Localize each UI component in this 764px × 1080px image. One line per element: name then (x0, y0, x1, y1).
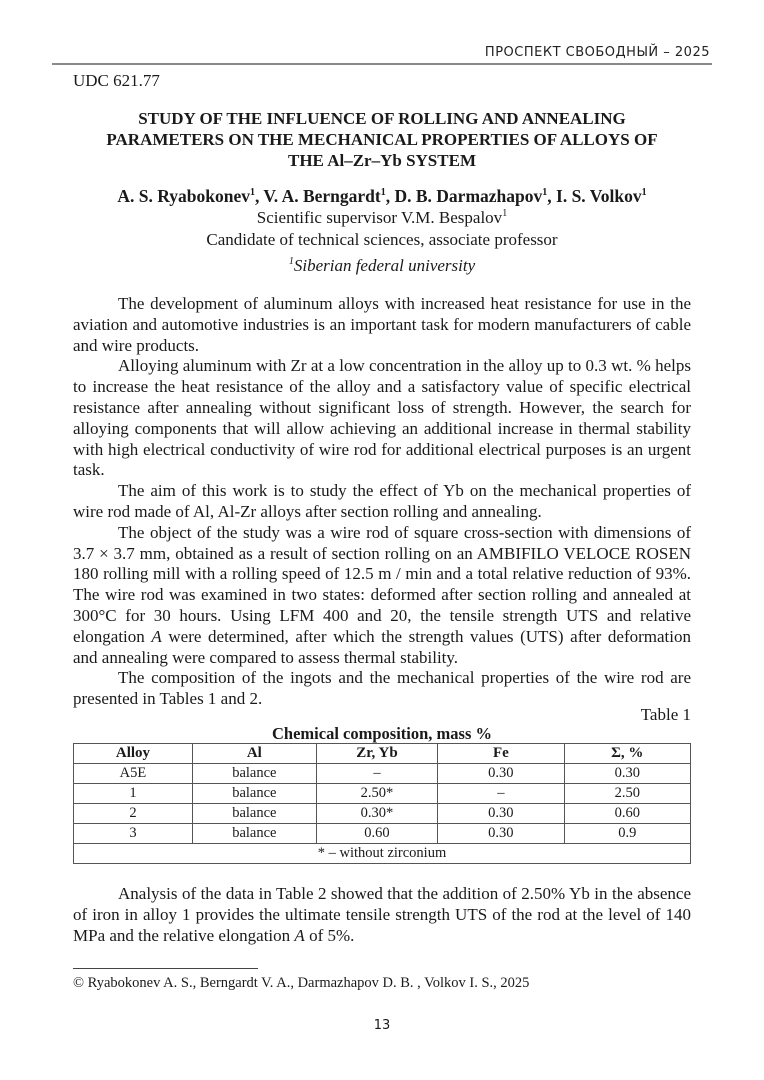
author-name: V. A. Berngardt (263, 186, 381, 206)
affiliation (73, 256, 691, 276)
affiliation-mark: 1 (249, 187, 255, 198)
table-header-row (74, 744, 691, 764)
table-cell: 0.60 (316, 824, 437, 844)
article-title (73, 108, 691, 171)
column-header: Fe (438, 744, 564, 764)
paragraph: The development of aluminum alloys with increased heat resistance for use in the aviation and automotive industries is an important task for modern manufacturers of cable and wire products. (73, 294, 691, 355)
composition-table (73, 743, 691, 864)
paragraph: The aim of this work is to study the effect of Yb on the mechanical properties of wire rod made of Al, Al-Zr alloys after section rolling and annealing. (73, 481, 691, 521)
table-cell: – (316, 764, 437, 784)
table-cell: 0.30 (438, 764, 564, 784)
affiliation-mark: 1 (542, 187, 548, 198)
column-header: Zr, Yb (316, 744, 437, 764)
table-cell: 0.30 (438, 824, 564, 844)
supervisor-name: Scientific supervisor V.M. Bespalov (256, 208, 503, 227)
column-header: Al (192, 744, 316, 764)
table-label: Table 1 (640, 705, 691, 724)
table-cell: 2 (74, 804, 193, 824)
paragraph (73, 884, 691, 946)
column-header: Σ, % (564, 744, 690, 764)
column-header: Alloy (74, 744, 193, 764)
paragraph: Alloying aluminum with Zr at a low concentration in the alloy up to 0.3 wt. % helps to increase the heat resistance of the alloy and a satisfactory value of specific electrical resistance after annealing without significant loss of strength. However, the search for alloying components that will allow achieving an additional increase in thermal stability with high electrical conductivity of wire rod for additional electrical purposes is an urgent task. (73, 356, 691, 480)
analysis-text (73, 884, 691, 946)
title-line: STUDY OF THE INFLUENCE OF ROLLING AND ANNEALING (138, 109, 626, 128)
table-cell: 0.60 (564, 804, 690, 824)
udc-code: UDC 621.77 (73, 71, 160, 90)
paragraph-text: were determined, after which the strength values (UTS) after deformation and annealing were compared to assess thermal stability. (73, 626, 691, 667)
table-cell: 0.30 (438, 804, 564, 824)
paragraph (73, 523, 691, 669)
page-number: 13 (373, 1018, 391, 1033)
title-line: PARAMETERS ON THE MECHANICAL PROPERTIES OF ALLOYS OF (106, 130, 658, 149)
running-title: ПРОСПЕКТ СВОБОДНЫЙ – 2025 (484, 45, 710, 60)
paragraph-text: Analysis of the data in Table 2 showed that the addition of 2.50% Yb in the absence of iron in alloy 1 provides the ultimate tensile strength UTS of the rod at the level of 140 MPa and the relative elongation (73, 884, 691, 945)
author-name: A. S. Ryabokonev (117, 186, 250, 206)
table-cell: – (438, 784, 564, 804)
table-footnote-row (74, 844, 691, 864)
header-rule (52, 63, 712, 65)
affiliation-mark: 1 (288, 256, 294, 267)
table-footnote: * – without zirconium (74, 844, 691, 864)
table-cell: A5E (74, 764, 193, 784)
title-line: THE Al–Zr–Yb SYSTEM (288, 151, 476, 170)
variable-a: A (294, 925, 305, 945)
table-cell: 1 (74, 784, 193, 804)
author-list: A. S. Ryabokonev$^1$, V. A. Berngardt$^1$, D. B. Darmazhapov$^1$, I. S. Volkov$^1$ (117, 186, 647, 206)
scientific-supervisor (73, 208, 691, 228)
table-cell: balance (192, 784, 316, 804)
author-name: D. B. Darmazhapov (394, 186, 543, 206)
footnote-rule (73, 968, 258, 969)
table-row (74, 824, 691, 844)
paragraph-text: The object of the study was a wire rod of square cross-section with dimensions of 3.7 × 3.7 mm, obtained as a result of section rolling on an AMBIFILO VELOCE ROSEN 180 rolling mill with a rolling speed of 12.5 m / min and a total relative reduction of 93%. The wire rod was examined in two states: deformed after section rolling and annealed at 300°C for 30 hours. Using LFM 400 and 20, the tensile strength UTS and relative elongation (73, 522, 691, 646)
affiliation-name: Siberian federal university (293, 256, 476, 275)
body-text (73, 294, 691, 710)
paragraph: The composition of the ingots and the mechanical properties of the wire rod are presented in Tables 1 and 2. (73, 668, 691, 709)
supervisor-degree: Candidate of technical sciences, associate professor (206, 230, 558, 249)
table-cell: 3 (74, 824, 193, 844)
table-row (74, 764, 691, 784)
table-row (74, 804, 691, 824)
variable-a: A (151, 626, 162, 646)
affiliation-mark: 1 (641, 187, 647, 198)
table-cell: 0.9 (564, 824, 690, 844)
table-cell: balance (192, 824, 316, 844)
copyright-notice: © Ryabokonev A. S., Berngardt V. A., Darmazhapov D. B. , Volkov I. S., 2025 (73, 975, 530, 991)
table-row (74, 784, 691, 804)
table-caption: Chemical composition, mass % (272, 724, 492, 743)
table-cell: 2.50 (564, 784, 690, 804)
table-cell: balance (192, 804, 316, 824)
table-cell: 0.30 (564, 764, 690, 784)
affiliation-mark: 1 (380, 187, 386, 198)
table-cell: 2.50* (316, 784, 437, 804)
paragraph-text: of 5%. (304, 925, 355, 945)
affiliation-mark: 1 (502, 208, 508, 219)
table-cell: balance (192, 764, 316, 784)
author-name: I. S. Volkov (556, 186, 642, 206)
table-cell: 0.30* (316, 804, 437, 824)
